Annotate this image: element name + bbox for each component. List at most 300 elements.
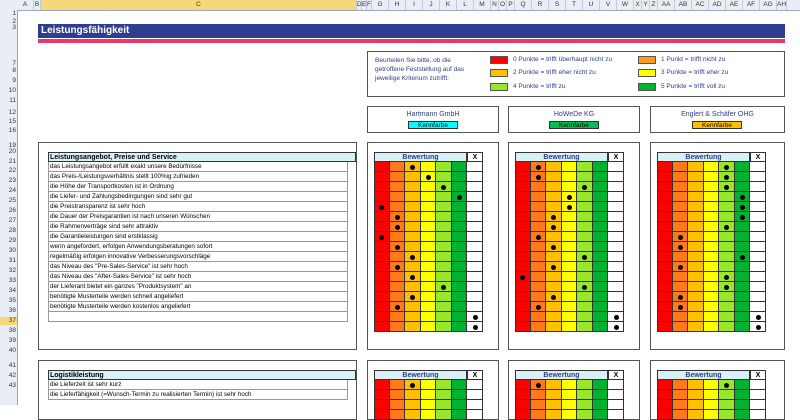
rating-cell[interactable]: [515, 312, 531, 322]
rating-cell[interactable]: [704, 322, 720, 332]
x-cell[interactable]: [750, 272, 766, 282]
rating-cell[interactable]: [673, 252, 689, 262]
rating-cell[interactable]: [421, 182, 437, 192]
rating-cell[interactable]: [688, 182, 704, 192]
rating-cell[interactable]: [405, 302, 421, 312]
rating-cell[interactable]: [452, 242, 468, 252]
rating-cell[interactable]: [593, 322, 609, 332]
rating-cell[interactable]: [405, 282, 421, 292]
rating-cell[interactable]: [374, 162, 390, 172]
rating-cell[interactable]: [577, 410, 593, 420]
x-cell[interactable]: [608, 202, 624, 212]
rating-cell[interactable]: [562, 232, 578, 242]
x-cell[interactable]: [608, 380, 624, 390]
rating-cell[interactable]: [390, 410, 406, 420]
rating-cell[interactable]: [436, 390, 452, 400]
rating-cell[interactable]: [452, 380, 468, 390]
criterion-row[interactable]: die Lieferfähigkeit (=Wunsch-Termin zu realisierten Termin) ist sehr hoch: [48, 390, 348, 400]
rating-cell[interactable]: [562, 162, 578, 172]
rating-cell[interactable]: [704, 192, 720, 202]
row-header-10[interactable]: 10: [8, 87, 16, 94]
rating-cell[interactable]: [719, 390, 735, 400]
row-header-15[interactable]: 15: [8, 118, 16, 125]
rating-cell[interactable]: [577, 242, 593, 252]
x-cell[interactable]: [467, 252, 483, 262]
rating-cell[interactable]: [515, 192, 531, 202]
rating-cell[interactable]: [562, 390, 578, 400]
rating-cell[interactable]: [562, 212, 578, 222]
x-cell[interactable]: [750, 390, 766, 400]
rating-cell[interactable]: [452, 292, 468, 302]
x-cell[interactable]: [467, 182, 483, 192]
column-header-r[interactable]: R: [532, 0, 549, 10]
rating-cell[interactable]: [515, 400, 531, 410]
rating-cell[interactable]: [374, 212, 390, 222]
rating-cell[interactable]: [421, 322, 437, 332]
column-header-af[interactable]: AF: [743, 0, 760, 10]
row-header-8[interactable]: 8: [12, 67, 16, 74]
rating-cell[interactable]: [704, 302, 720, 312]
x-cell[interactable]: [608, 292, 624, 302]
rating-cell[interactable]: [657, 262, 673, 272]
row-header-33[interactable]: 33: [8, 277, 16, 284]
rating-cell[interactable]: [593, 162, 609, 172]
rating-cell[interactable]: [531, 202, 547, 212]
rating-cell[interactable]: [673, 390, 689, 400]
criterion-row[interactable]: die Rahmenverträge sind sehr attraktiv: [48, 222, 348, 232]
rating-cell[interactable]: [390, 232, 406, 242]
rating-cell[interactable]: [577, 292, 593, 302]
rating-cell[interactable]: [390, 400, 406, 410]
rating-cell[interactable]: [657, 390, 673, 400]
kennfarbe-badge[interactable]: Kennfarbe: [408, 121, 458, 129]
rating-cell[interactable]: [546, 410, 562, 420]
rating-cell[interactable]: [562, 182, 578, 192]
x-cell[interactable]: [750, 380, 766, 390]
rating-cell[interactable]: [704, 292, 720, 302]
rating-cell[interactable]: [390, 322, 406, 332]
rating-cell[interactable]: [688, 212, 704, 222]
rating-cell[interactable]: [452, 262, 468, 272]
rating-cell[interactable]: [390, 312, 406, 322]
criterion-row[interactable]: die Garantieleistungen sind erstklassig: [48, 232, 348, 242]
column-header-v[interactable]: V: [600, 0, 617, 10]
x-cell[interactable]: [608, 222, 624, 232]
rating-cell[interactable]: [719, 212, 735, 222]
rating-cell[interactable]: [735, 242, 751, 252]
rating-cell[interactable]: [577, 322, 593, 332]
rating-cell[interactable]: [673, 410, 689, 420]
row-header-22[interactable]: 22: [8, 167, 16, 174]
column-header-y[interactable]: Y: [642, 0, 650, 10]
column-header-p[interactable]: P: [507, 0, 515, 10]
rating-cell[interactable]: [688, 272, 704, 282]
rating-cell[interactable]: [735, 182, 751, 192]
rating-cell[interactable]: [719, 400, 735, 410]
rating-cell[interactable]: [421, 282, 437, 292]
rating-cell[interactable]: [405, 322, 421, 332]
rating-cell[interactable]: [515, 380, 531, 390]
x-cell[interactable]: [608, 272, 624, 282]
row-header-37[interactable]: 37: [0, 317, 17, 325]
rating-cell[interactable]: [515, 212, 531, 222]
rating-cell[interactable]: [421, 380, 437, 390]
rating-cell[interactable]: [657, 222, 673, 232]
column-header-a[interactable]: A: [17, 0, 34, 10]
row-header-29[interactable]: 29: [8, 237, 16, 244]
rating-cell[interactable]: [546, 400, 562, 410]
rating-cell[interactable]: [673, 272, 689, 282]
row-header-1[interactable]: 1: [12, 10, 16, 17]
rating-cell[interactable]: [405, 192, 421, 202]
rating-cell[interactable]: [673, 182, 689, 192]
rating-cell[interactable]: [673, 192, 689, 202]
row-header-11[interactable]: 11: [9, 97, 16, 104]
rating-cell[interactable]: [515, 292, 531, 302]
rating-cell[interactable]: [531, 192, 547, 202]
column-header-ah[interactable]: AH: [777, 1, 787, 8]
x-cell[interactable]: [750, 282, 766, 292]
rating-cell[interactable]: [436, 312, 452, 322]
rating-cell[interactable]: [562, 242, 578, 252]
x-cell[interactable]: [467, 302, 483, 312]
rating-cell[interactable]: [546, 162, 562, 172]
rating-cell[interactable]: [452, 162, 468, 172]
x-cell[interactable]: [750, 302, 766, 312]
rating-cell[interactable]: [390, 252, 406, 262]
rating-cell[interactable]: [593, 262, 609, 272]
column-header-l[interactable]: L: [457, 0, 474, 10]
x-cell[interactable]: [608, 390, 624, 400]
rating-cell[interactable]: [577, 232, 593, 242]
rating-cell[interactable]: [436, 212, 452, 222]
rating-cell[interactable]: [452, 222, 468, 232]
rating-cell[interactable]: [374, 262, 390, 272]
rating-cell[interactable]: [515, 222, 531, 232]
row-header-32[interactable]: 32: [8, 267, 16, 274]
rating-cell[interactable]: [562, 410, 578, 420]
rating-cell[interactable]: [390, 192, 406, 202]
rating-cell[interactable]: [593, 400, 609, 410]
rating-cell[interactable]: [719, 312, 735, 322]
x-cell[interactable]: [750, 262, 766, 272]
rating-cell[interactable]: [515, 182, 531, 192]
criterion-row[interactable]: die Höhe der Transportkosten ist in Ordnung: [48, 182, 348, 192]
column-header-ae[interactable]: AE: [726, 0, 743, 10]
rating-cell[interactable]: [704, 312, 720, 322]
rating-cell[interactable]: [374, 390, 390, 400]
rating-cell[interactable]: [657, 182, 673, 192]
rating-cell[interactable]: [688, 400, 704, 410]
rating-cell[interactable]: [421, 292, 437, 302]
rating-cell[interactable]: [562, 380, 578, 390]
x-cell[interactable]: [608, 302, 624, 312]
row-header-3[interactable]: 3: [12, 24, 16, 31]
rating-cell[interactable]: [704, 390, 720, 400]
rating-cell[interactable]: [546, 312, 562, 322]
row-header-16[interactable]: 16: [8, 127, 16, 134]
rating-cell[interactable]: [436, 302, 452, 312]
rating-cell[interactable]: [515, 252, 531, 262]
rating-cell[interactable]: [374, 182, 390, 192]
kennfarbe-badge[interactable]: Kennfarbe: [692, 121, 742, 129]
column-header-ag[interactable]: AG: [760, 0, 777, 10]
rating-cell[interactable]: [593, 380, 609, 390]
rating-cell[interactable]: [421, 302, 437, 312]
rating-cell[interactable]: [735, 232, 751, 242]
rating-cell[interactable]: [421, 222, 437, 232]
rating-cell[interactable]: [390, 272, 406, 282]
x-cell[interactable]: [750, 222, 766, 232]
rating-cell[interactable]: [577, 172, 593, 182]
rating-cell[interactable]: [577, 262, 593, 272]
x-cell[interactable]: [467, 292, 483, 302]
rating-cell[interactable]: [577, 272, 593, 282]
column-header-n[interactable]: N: [491, 0, 499, 10]
x-cell[interactable]: [608, 162, 624, 172]
rating-cell[interactable]: [577, 302, 593, 312]
rating-cell[interactable]: [719, 252, 735, 262]
rating-cell[interactable]: [704, 182, 720, 192]
rating-cell[interactable]: [452, 272, 468, 282]
x-cell[interactable]: [750, 212, 766, 222]
rating-cell[interactable]: [688, 282, 704, 292]
rating-cell[interactable]: [374, 192, 390, 202]
x-cell[interactable]: [467, 212, 483, 222]
rating-cell[interactable]: [390, 162, 406, 172]
rating-cell[interactable]: [436, 410, 452, 420]
rating-cell[interactable]: [405, 410, 421, 420]
rating-cell[interactable]: [452, 390, 468, 400]
rating-cell[interactable]: [421, 202, 437, 212]
rating-cell[interactable]: [374, 252, 390, 262]
rating-cell[interactable]: [546, 232, 562, 242]
rating-cell[interactable]: [421, 400, 437, 410]
rating-cell[interactable]: [593, 182, 609, 192]
x-cell[interactable]: [608, 192, 624, 202]
rating-cell[interactable]: [436, 380, 452, 390]
rating-cell[interactable]: [531, 272, 547, 282]
rating-cell[interactable]: [735, 172, 751, 182]
rating-cell[interactable]: [515, 410, 531, 420]
rating-cell[interactable]: [688, 262, 704, 272]
rating-cell[interactable]: [515, 172, 531, 182]
row-header-42[interactable]: 42: [8, 372, 16, 379]
rating-cell[interactable]: [436, 322, 452, 332]
criterion-row[interactable]: der Lieferant bietet ein ganzes "Produktsystem" an: [48, 282, 348, 292]
criterion-row[interactable]: benötigte Musterteile werden kostenlos angeliefert: [48, 302, 348, 312]
rating-cell[interactable]: [374, 410, 390, 420]
x-cell[interactable]: [608, 232, 624, 242]
rating-cell[interactable]: [515, 282, 531, 292]
x-cell[interactable]: [467, 262, 483, 272]
rating-cell[interactable]: [546, 192, 562, 202]
x-cell[interactable]: [750, 172, 766, 182]
rating-cell[interactable]: [719, 292, 735, 302]
row-header-25[interactable]: 25: [8, 197, 16, 204]
x-cell[interactable]: [750, 400, 766, 410]
rating-cell[interactable]: [515, 242, 531, 252]
x-cell[interactable]: [750, 232, 766, 242]
rating-cell[interactable]: [577, 162, 593, 172]
rating-cell[interactable]: [704, 162, 720, 172]
rating-cell[interactable]: [421, 162, 437, 172]
rating-cell[interactable]: [719, 242, 735, 252]
column-header-t[interactable]: T: [566, 0, 583, 10]
rating-cell[interactable]: [577, 390, 593, 400]
x-cell[interactable]: [467, 380, 483, 390]
rating-cell[interactable]: [562, 222, 578, 232]
rating-cell[interactable]: [374, 282, 390, 292]
rating-cell[interactable]: [688, 162, 704, 172]
column-header-w[interactable]: W: [617, 0, 634, 10]
x-cell[interactable]: [750, 202, 766, 212]
rating-cell[interactable]: [531, 282, 547, 292]
criterion-row[interactable]: regelmäßig erfolgen innovative Verbesserungsvorschläge: [48, 252, 348, 262]
rating-cell[interactable]: [374, 400, 390, 410]
rating-cell[interactable]: [374, 222, 390, 232]
rating-cell[interactable]: [436, 192, 452, 202]
rating-cell[interactable]: [405, 312, 421, 322]
rating-cell[interactable]: [374, 272, 390, 282]
rating-cell[interactable]: [374, 312, 390, 322]
row-header-23[interactable]: 23: [8, 177, 16, 184]
rating-cell[interactable]: [452, 302, 468, 312]
rating-cell[interactable]: [657, 232, 673, 242]
row-header-28[interactable]: 28: [8, 227, 16, 234]
column-header-u[interactable]: U: [583, 0, 600, 10]
x-cell[interactable]: [750, 192, 766, 202]
rating-cell[interactable]: [657, 172, 673, 182]
rating-cell[interactable]: [657, 162, 673, 172]
rating-cell[interactable]: [405, 212, 421, 222]
rating-cell[interactable]: [688, 202, 704, 212]
rating-cell[interactable]: [673, 202, 689, 212]
criterion-row[interactable]: das Niveau des "Pre-Sales-Service" ist sehr hoch: [48, 262, 348, 272]
x-cell[interactable]: [467, 172, 483, 182]
rating-cell[interactable]: [719, 192, 735, 202]
rating-cell[interactable]: [735, 282, 751, 292]
rating-cell[interactable]: [577, 192, 593, 202]
rating-cell[interactable]: [546, 252, 562, 262]
column-header-aa[interactable]: AA: [658, 0, 675, 10]
rating-cell[interactable]: [673, 400, 689, 410]
criterion-row[interactable]: das Niveau des "After-Sales-Service" ist sehr hoch: [48, 272, 348, 282]
rating-cell[interactable]: [436, 400, 452, 410]
rating-cell[interactable]: [657, 292, 673, 302]
row-header-43[interactable]: 43: [8, 382, 16, 389]
column-header-o[interactable]: O: [499, 1, 506, 8]
rating-cell[interactable]: [405, 390, 421, 400]
x-cell[interactable]: [467, 202, 483, 212]
rating-cell[interactable]: [531, 292, 547, 302]
column-header-ad[interactable]: AD: [709, 0, 726, 10]
rating-cell[interactable]: [719, 410, 735, 420]
rating-cell[interactable]: [390, 202, 406, 212]
rating-cell[interactable]: [421, 242, 437, 252]
rating-cell[interactable]: [688, 232, 704, 242]
rating-cell[interactable]: [531, 262, 547, 272]
column-header-d[interactable]: D: [357, 1, 362, 8]
column-header-ac[interactable]: AC: [692, 0, 709, 10]
rating-cell[interactable]: [374, 380, 390, 390]
x-cell[interactable]: [467, 390, 483, 400]
rating-cell[interactable]: [452, 172, 468, 182]
rating-cell[interactable]: [577, 312, 593, 322]
rating-cell[interactable]: [593, 282, 609, 292]
rating-cell[interactable]: [704, 202, 720, 212]
rating-cell[interactable]: [593, 202, 609, 212]
column-header-z[interactable]: Z: [650, 0, 658, 10]
rating-cell[interactable]: [704, 282, 720, 292]
rating-cell[interactable]: [673, 380, 689, 390]
rating-cell[interactable]: [390, 172, 406, 182]
rating-cell[interactable]: [436, 272, 452, 282]
column-header-x[interactable]: X: [634, 0, 642, 10]
criterion-row[interactable]: die Liefer- und Zahlungsbedingungen sind sehr gut: [48, 192, 348, 202]
x-cell[interactable]: [467, 222, 483, 232]
rating-cell[interactable]: [657, 282, 673, 292]
rating-cell[interactable]: [593, 302, 609, 312]
rating-cell[interactable]: [390, 182, 406, 192]
row-header-2[interactable]: 2: [12, 18, 16, 25]
rating-cell[interactable]: [531, 312, 547, 322]
rating-cell[interactable]: [735, 312, 751, 322]
rating-cell[interactable]: [405, 400, 421, 410]
column-header-q[interactable]: Q: [515, 0, 532, 10]
rating-cell[interactable]: [719, 302, 735, 312]
rating-cell[interactable]: [735, 222, 751, 232]
rating-cell[interactable]: [704, 262, 720, 272]
rating-cell[interactable]: [421, 272, 437, 282]
rating-cell[interactable]: [390, 282, 406, 292]
rating-cell[interactable]: [562, 400, 578, 410]
column-header-f[interactable]: F: [367, 1, 371, 8]
rating-cell[interactable]: [546, 182, 562, 192]
rating-cell[interactable]: [531, 242, 547, 252]
rating-cell[interactable]: [688, 222, 704, 232]
column-header-i[interactable]: I: [406, 0, 423, 10]
rating-cell[interactable]: [546, 390, 562, 400]
column-header-m[interactable]: M: [474, 0, 491, 10]
criterion-row[interactable]: die Lieferzeit ist sehr kurz: [48, 380, 348, 390]
rating-cell[interactable]: [562, 302, 578, 312]
x-cell[interactable]: [608, 212, 624, 222]
rating-cell[interactable]: [719, 202, 735, 212]
x-cell[interactable]: [608, 252, 624, 262]
x-cell[interactable]: [467, 410, 483, 420]
criterion-row[interactable]: die Dauer der Preisgarantien ist nach unseren Wünschen: [48, 212, 348, 222]
rating-cell[interactable]: [657, 410, 673, 420]
rating-cell[interactable]: [593, 292, 609, 302]
x-cell[interactable]: [750, 162, 766, 172]
rating-cell[interactable]: [657, 202, 673, 212]
rating-cell[interactable]: [515, 162, 531, 172]
x-cell[interactable]: [467, 242, 483, 252]
rating-cell[interactable]: [735, 400, 751, 410]
rating-cell[interactable]: [436, 262, 452, 272]
rating-cell[interactable]: [719, 232, 735, 242]
rating-cell[interactable]: [546, 202, 562, 212]
rating-cell[interactable]: [531, 212, 547, 222]
x-cell[interactable]: [467, 232, 483, 242]
rating-cell[interactable]: [735, 302, 751, 312]
rating-cell[interactable]: [436, 222, 452, 232]
rating-cell[interactable]: [405, 202, 421, 212]
rating-cell[interactable]: [531, 252, 547, 262]
x-cell[interactable]: [467, 400, 483, 410]
x-cell[interactable]: [608, 172, 624, 182]
